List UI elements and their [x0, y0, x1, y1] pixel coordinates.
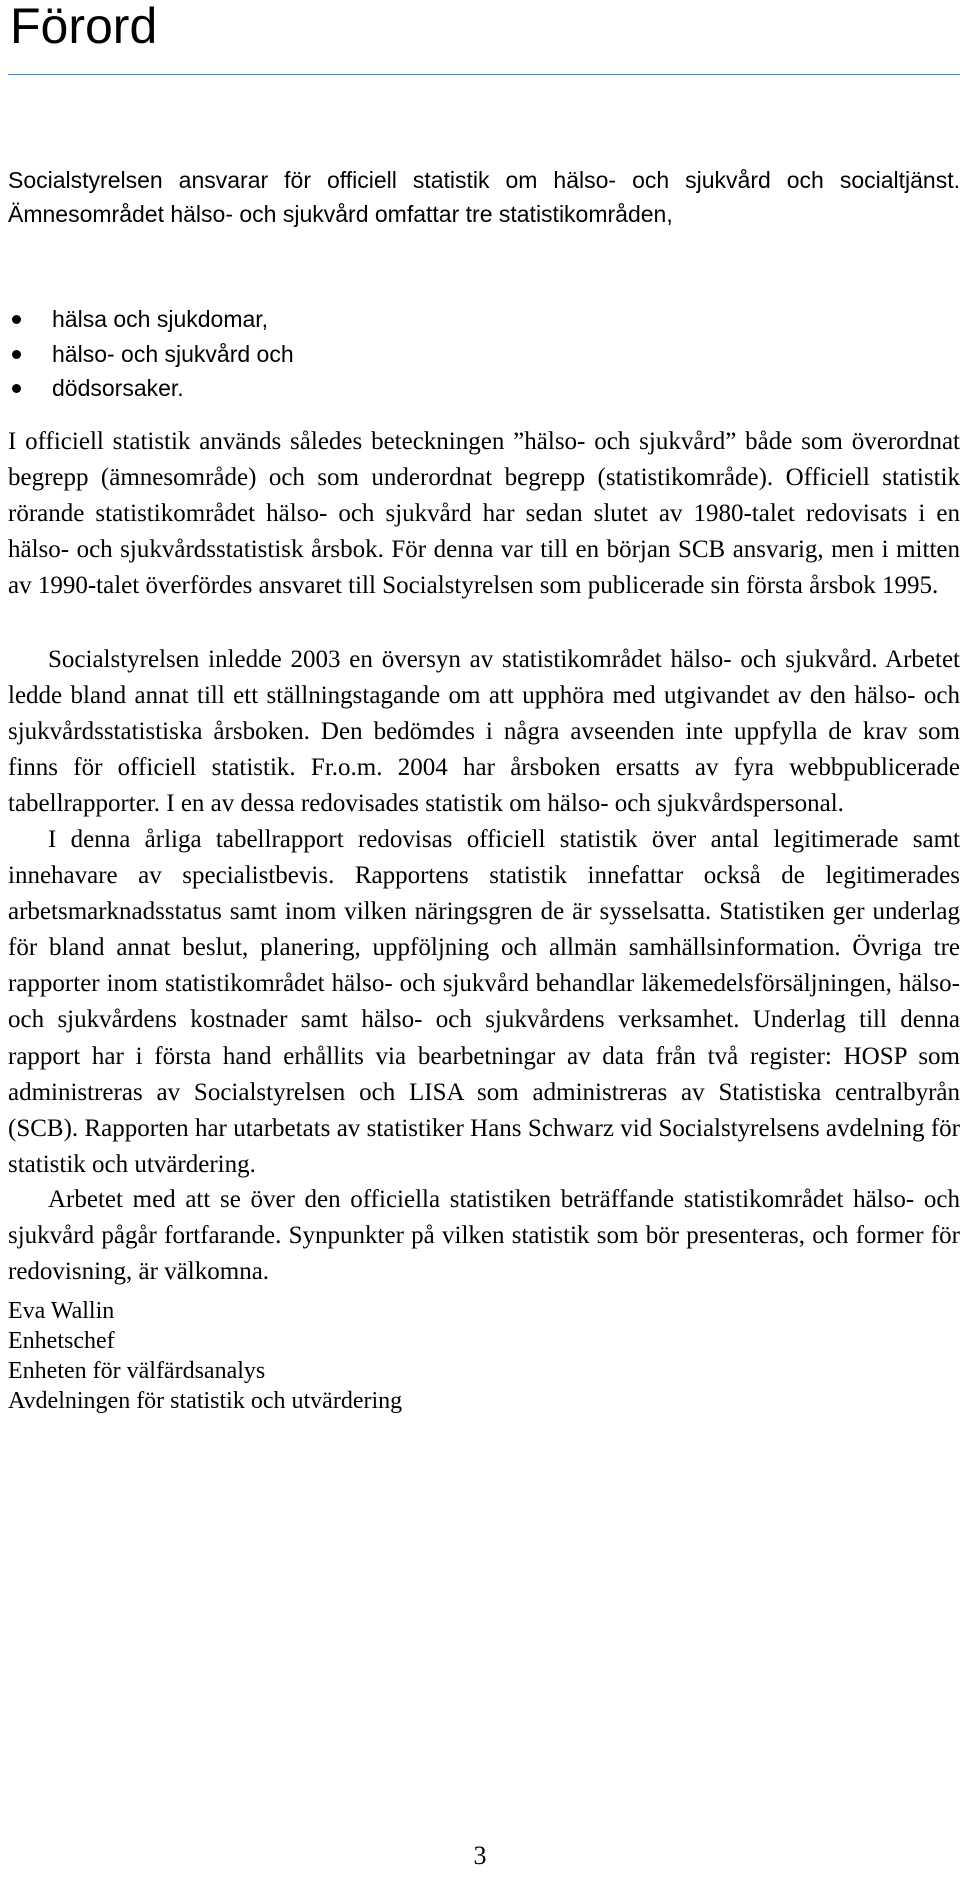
list-item: [8, 371, 908, 405]
page-number: 3: [473, 1841, 487, 1870]
signature-department: Avdelningen för statistik och utvärdering: [8, 1388, 403, 1414]
bullet-icon: [12, 350, 21, 359]
signature-title: Enhetschef: [8, 1328, 115, 1354]
body-paragraph-3: I denna årliga tabellrapport redovisas officiell statistik över antal legitimerade samt innehavare av specialistbevis. Rapportens statistik innefattar också de legitimerades arbetsmarknadsstatus samt inom vilken näringsgren de är sysselsatta. Statistiken ger underlag för bland annat beslut, planering, uppföljning och allmän samhällsinformation. Övriga tre rapporter inom statistikområdet hälso- och sjukvård behandlar läkemedelsförsäljningen, hälso- och sjukvårdens kostnader samt hälso- och sjukvårdens verksamhet. Underlag till denna rapport har i första hand erhållits via bearbetningar av data från två register: HOSP som administreras av Socialstyrelsen och LISA som administreras av Statistiska centralbyrån (SCB). Rapporten har utarbetats av statistiker Hans Schwarz vid Socialstyrelsens avdelning för statistik och utvärdering.: [8, 826, 960, 1178]
bullet-icon: [12, 315, 21, 324]
bullet-list: [8, 302, 908, 406]
list-item: [8, 337, 908, 371]
body-paragraph-4: Arbetet med att se över den officiella statistiken beträffande statistikområdet hälso- och sjukvård pågår fortfarande. Synpunkter på vilken statistik som bör presenteras, och former för redovisning, är välkomna.: [8, 1186, 960, 1286]
list-item: [8, 302, 908, 336]
bullet-icon: [12, 384, 21, 393]
body-paragraph-2: Socialstyrelsen inledde 2003 en översyn av statistikområdet hälso- och sjukvård. Arbetet ledde bland annat till ett ställningstagande om att upphöra med utgivandet av den hälso- och sjukvårdsstatistiska årsboken. Den bedömdes i några avseenden inte uppfylla de krav som finns för officiell statistik. Fr.o.m. 2004 har årsboken ersatts av fyra webbpublicerade tabellrapporter. I en av dessa redovisades statistik om hälso- och sjukvårdspersonal.: [8, 646, 960, 818]
page-heading: Förord: [10, 0, 158, 54]
list-item-text: hälso- och sjukvård och: [52, 340, 294, 367]
intro-paragraph: Socialstyrelsen ansvarar för officiell statistik om hälso- och sjukvård och socialtjänst. Ämnesområdet hälso- och sjukvård omfattar tre statistikområden,: [8, 167, 960, 227]
body-paragraph-1: I officiell statistik används således beteckningen ”hälso- och sjukvård” både som överordnat begrepp (ämnesområde) och som underordnat begrepp (statistikområde). Officiell statistik rörande statistikområdet hälso- och sjukvård har sedan slutet av 1980-talet redovisats i en hälso- och sjukvårdsstatistisk årsbok. För denna var till en början SCB ansvarig, men i mitten av 1990-talet överfördes ansvaret till Socialstyrelsen som publicerade sin första årsbok 1995.: [8, 428, 960, 600]
list-item-text: hälsa och sjukdomar,: [52, 306, 269, 332]
signature-name: Eva Wallin: [8, 1298, 115, 1324]
signature-unit: Enheten för välfärdsanalys: [8, 1358, 266, 1384]
list-item-text: dödsorsaker.: [52, 375, 184, 401]
heading-rule: [8, 74, 960, 75]
